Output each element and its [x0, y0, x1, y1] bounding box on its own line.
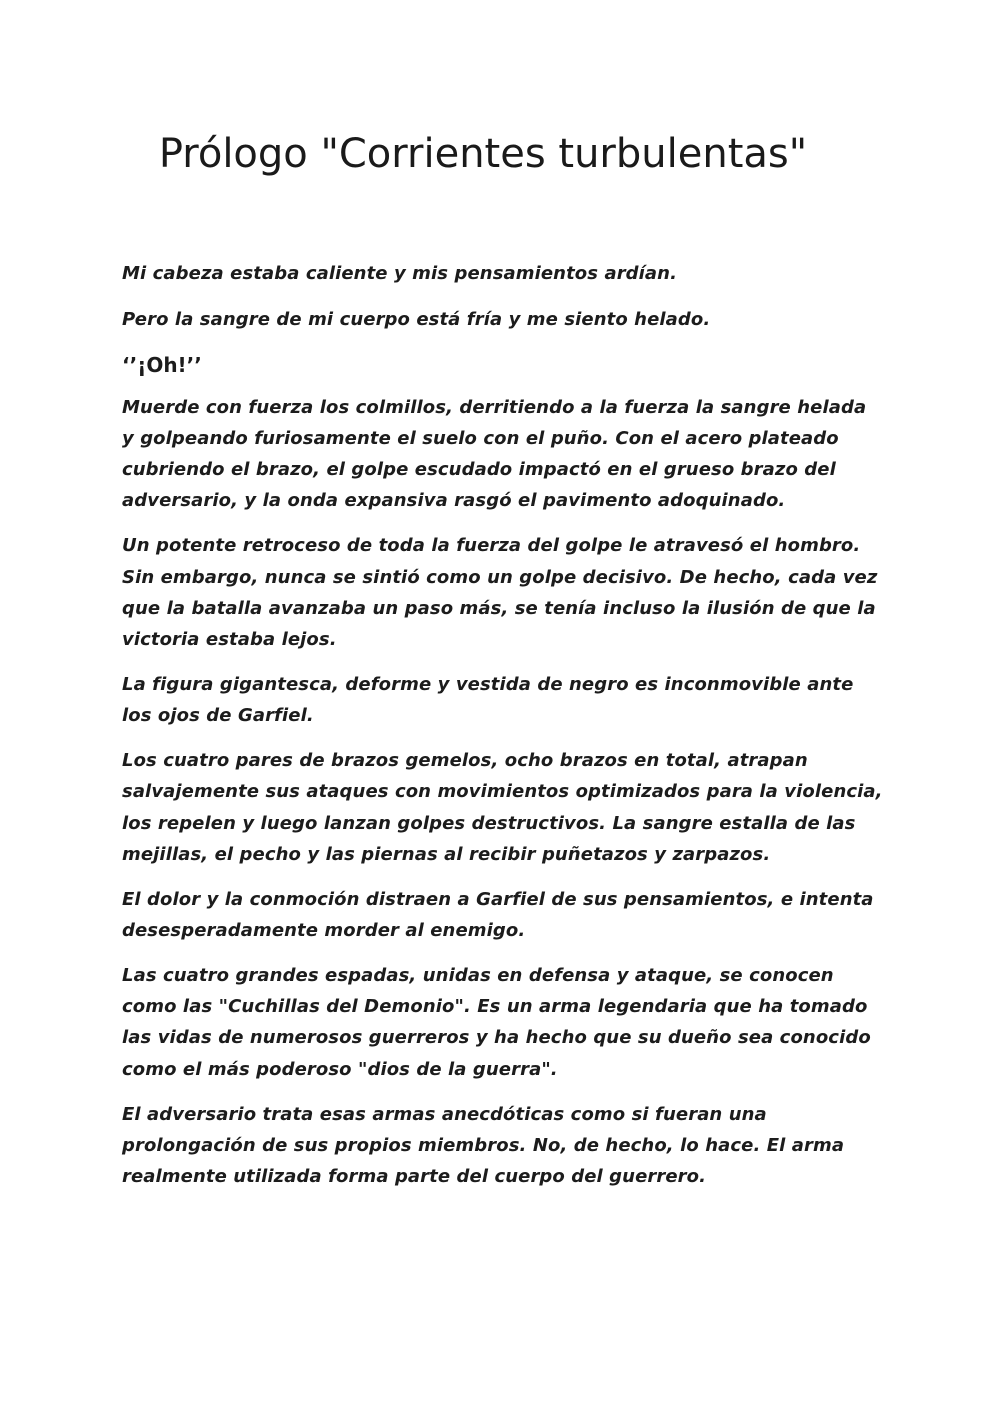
exclamation-line: ‘’¡Oh!’’ — [122, 352, 202, 377]
chapter-title: Prólogo "Corrientes turbulentas" — [158, 131, 808, 177]
paragraph: El adversario trata esas armas anecdóticas como si fueran una prolongación de sus propios miembros. No, de hecho, lo hace. El arma realmente utilizada forma parte del cuerpo del guerrero. — [122, 1103, 845, 1188]
paragraph: Pero la sangre de mi cuerpo está fría y me siento helado. — [122, 308, 711, 330]
paragraph: Los cuatro pares de brazos gemelos, ocho brazos en total, atrapan salvajemente sus ataques con movimientos optimizados para la violencia, los repelen y luego lanzan golpes destructivos. La sangre estalla de las mejillas, el pecho y las piernas al recibir puñetazos y zarpazos. — [122, 750, 883, 865]
paragraph: Muerde con fuerza los colmillos, derritiendo a la fuerza la sangre helada y golpeando furiosamente el suelo con el puño. Con el acero plateado cubriendo el brazo, el golpe escudado impactó en el grueso brazo del adversario, y la onda expansiva rasgó el pavimento adoquinado. — [122, 396, 867, 512]
paragraph: La figura gigantesca, deforme y vestida de negro es inconmovible ante los ojos de Garfiel. — [122, 673, 854, 727]
paragraph: El dolor y la conmoción distraen a Garfiel de sus pensamientos, e intenta desesperadamente morder al enemigo. — [122, 888, 874, 942]
chapter-body — [122, 258, 884, 1206]
paragraph: Las cuatro grandes espadas, unidas en defensa y ataque, se conocen como las "Cuchillas del Demonio". Es un arma legendaria que ha tomado las vidas de numerosos guerreros y ha hecho que su dueño sea conocido como el más poderoso "dios de la guerra". — [122, 964, 871, 1080]
paragraph: Mi cabeza estaba caliente y mis pensamientos ardían. — [122, 263, 678, 284]
paragraph: Un potente retroceso de toda la fuerza del golpe le atravesó el hombro. Sin embargo, nunca se sintió como un golpe decisivo. De hecho, cada vez que la batalla avanzaba un paso más, se tenía incluso la ilusión de que la victoria estaba lejos. — [122, 535, 878, 651]
